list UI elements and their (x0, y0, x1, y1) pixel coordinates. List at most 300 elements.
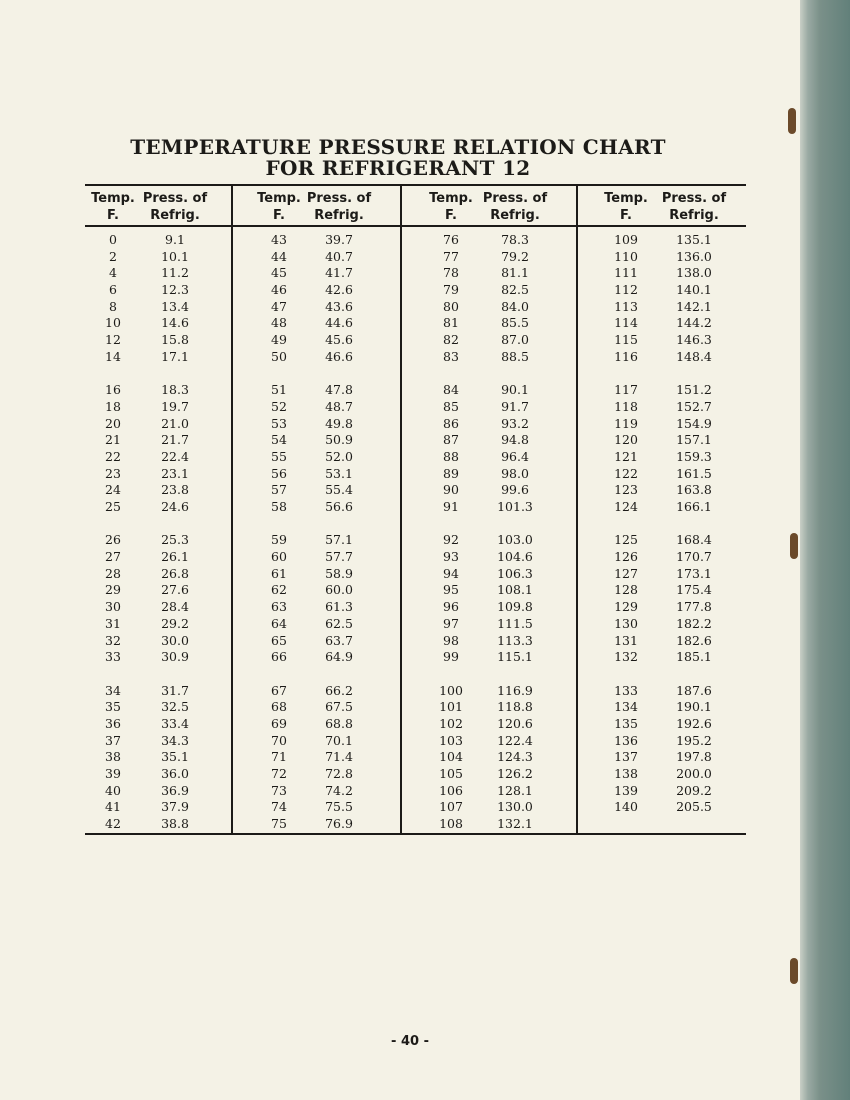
temp-value: 47 (271, 298, 287, 314)
row-spacer (88, 516, 138, 533)
temp-header-line: F. (445, 208, 457, 223)
temp-value: 18 (105, 398, 121, 414)
temp-value: 105 (439, 766, 463, 781)
temp-value: 36 (105, 715, 121, 731)
pressure-value: 23.8 (161, 482, 189, 498)
temp-value: 59 (271, 532, 287, 548)
temp-value: 46 (271, 282, 287, 298)
temp-column (254, 232, 304, 833)
row-spacer (145, 366, 205, 383)
pressure-value: 132.1 (497, 816, 533, 832)
pressure-value: 61.3 (325, 599, 353, 615)
temp-value: 101 (439, 699, 463, 715)
pressure-value: 91.7 (501, 398, 529, 414)
temp-column (88, 232, 138, 833)
temp-value: 24 (105, 482, 121, 498)
pressure-value: 46.6 (325, 348, 353, 364)
pressure-value: 13.4 (161, 298, 189, 314)
pressure-value: 33.4 (161, 715, 189, 731)
row-spacer (426, 516, 476, 533)
temp-value: 39 (105, 766, 121, 781)
pressure-value: 187.6 (676, 682, 712, 698)
temp-value: 62 (271, 582, 287, 598)
temp-value: 50 (271, 348, 287, 364)
temp-value: 66 (271, 649, 287, 665)
chart-subtitle: FOR REFRIGERANT 12 (265, 156, 531, 180)
temp-header-line: Temp. (429, 191, 473, 206)
pressure-value: 122.4 (497, 732, 533, 748)
pressure-value: 118.8 (497, 699, 533, 715)
temp-value: 120 (614, 432, 638, 448)
row-spacer (601, 366, 651, 383)
pressure-value: 29.2 (161, 615, 189, 631)
temp-value: 130 (614, 615, 638, 631)
pressure-value: 32.5 (161, 699, 189, 715)
pressure-value: 58.9 (325, 565, 353, 581)
temp-value: 90 (443, 482, 459, 498)
row-spacer (254, 366, 304, 383)
pressure-value: 106.3 (497, 565, 533, 581)
row-spacer (309, 366, 369, 383)
pressure-value: 170.7 (676, 549, 712, 565)
pressure-value: 113.3 (497, 632, 533, 648)
pressure-value: 163.8 (676, 482, 712, 498)
temp-value: 133 (614, 682, 638, 698)
pressure-header-line: Refrig. (669, 208, 719, 223)
temp-value: 115 (614, 332, 638, 348)
temp-value: 76 (443, 232, 459, 247)
temp-value: 75 (271, 816, 287, 832)
pressure-value: 116.9 (497, 682, 533, 698)
pressure-value: 81.1 (501, 265, 529, 281)
temp-value: 129 (614, 599, 638, 615)
temp-value: 106 (439, 782, 463, 798)
temp-value: 94 (443, 565, 459, 581)
temp-value: 80 (443, 298, 459, 314)
temp-column (601, 232, 651, 816)
pressure-header-line: Press. of (482, 191, 548, 206)
temp-value: 91 (443, 499, 459, 514)
temp-value: 68 (271, 699, 287, 715)
temp-value: 134 (614, 699, 638, 715)
row-spacer (664, 666, 724, 683)
table-bottom-rule (85, 833, 746, 835)
temp-value: 29 (105, 582, 121, 598)
temp-value: 108 (439, 816, 463, 832)
temp-value: 35 (105, 699, 121, 715)
binder-clip (790, 533, 798, 559)
pressure-value: 101.3 (497, 499, 533, 514)
temp-value: 98 (443, 632, 459, 648)
temp-value: 97 (443, 615, 459, 631)
temp-value: 121 (614, 448, 638, 464)
pressure-value: 63.7 (325, 632, 353, 648)
row-spacer (485, 366, 545, 383)
pressure-value: 21.0 (161, 415, 189, 431)
pressure-value: 36.9 (161, 782, 189, 798)
temp-value: 10 (105, 315, 121, 331)
pressure-value: 182.6 (676, 632, 712, 648)
temp-value: 38 (105, 749, 121, 765)
pressure-column-header (294, 190, 384, 224)
pressure-value: 90.1 (501, 382, 529, 398)
pressure-value: 27.6 (161, 582, 189, 598)
temp-value: 63 (271, 599, 287, 615)
temp-value: 69 (271, 715, 287, 731)
temp-value: 0 (109, 232, 117, 247)
temp-value: 102 (439, 715, 463, 731)
pressure-column-header (130, 190, 220, 224)
row-spacer (601, 666, 651, 683)
temp-value: 117 (614, 382, 638, 398)
temp-value: 25 (105, 499, 121, 514)
pressure-value: 23.1 (161, 465, 189, 481)
pressure-value: 130.0 (497, 799, 533, 815)
temp-value: 82 (443, 332, 459, 348)
temp-value: 89 (443, 465, 459, 481)
table-header-rule (85, 225, 746, 227)
temp-value: 110 (614, 248, 638, 264)
temp-value: 131 (614, 632, 638, 648)
temp-value: 100 (439, 682, 463, 698)
pressure-value: 66.2 (325, 682, 353, 698)
temp-value: 139 (614, 782, 638, 798)
pressure-value: 109.8 (497, 599, 533, 615)
row-spacer (309, 666, 369, 683)
pressure-value: 49.8 (325, 415, 353, 431)
pressure-value: 148.4 (676, 348, 712, 364)
temp-value: 34 (105, 682, 121, 698)
temp-value: 73 (271, 782, 287, 798)
pressure-value: 166.1 (676, 499, 712, 514)
temp-value: 32 (105, 632, 121, 648)
temp-value: 23 (105, 465, 121, 481)
temp-value: 54 (271, 432, 287, 448)
row-spacer (145, 666, 205, 683)
temp-value: 20 (105, 415, 121, 431)
row-spacer (485, 666, 545, 683)
temp-value: 4 (109, 265, 117, 281)
temp-value: 64 (271, 615, 287, 631)
temp-value: 56 (271, 465, 287, 481)
temp-value: 107 (439, 799, 463, 815)
pressure-value: 85.5 (501, 315, 529, 331)
temp-value: 103 (439, 732, 463, 748)
pressure-value: 209.2 (676, 782, 712, 798)
pressure-value: 84.0 (501, 298, 529, 314)
temp-value: 126 (614, 549, 638, 565)
pressure-header-line: Refrig. (314, 208, 364, 223)
pressure-value: 200.0 (676, 766, 712, 781)
pressure-value: 142.1 (676, 298, 712, 314)
temp-value: 104 (439, 749, 463, 765)
temp-column (426, 232, 476, 833)
pressure-value: 45.6 (325, 332, 353, 348)
temp-value: 96 (443, 599, 459, 615)
temp-value: 93 (443, 549, 459, 565)
temp-value: 49 (271, 332, 287, 348)
temp-value: 136 (614, 732, 638, 748)
pressure-value: 99.6 (501, 482, 529, 498)
row-spacer (664, 366, 724, 383)
pressure-column-header (470, 190, 560, 224)
temp-value: 109 (614, 232, 638, 247)
temp-value: 128 (614, 582, 638, 598)
pressure-value: 74.2 (325, 782, 353, 798)
pressure-value: 52.0 (325, 448, 353, 464)
pressure-value: 177.8 (676, 599, 712, 615)
temp-value: 77 (443, 248, 459, 264)
pressure-value: 152.7 (676, 398, 712, 414)
pressure-value: 18.3 (161, 382, 189, 398)
pressure-value: 43.6 (325, 298, 353, 314)
temp-value: 33 (105, 649, 121, 665)
pressure-value: 38.8 (161, 816, 189, 832)
pressure-value: 144.2 (676, 315, 712, 331)
pressure-value: 115.1 (497, 649, 533, 665)
pressure-value: 192.6 (676, 715, 712, 731)
pressure-value: 182.2 (676, 615, 712, 631)
pressure-value: 159.3 (676, 448, 712, 464)
column-divider (231, 184, 233, 835)
pressure-value: 154.9 (676, 415, 712, 431)
pressure-value: 19.7 (161, 398, 189, 414)
pressure-value: 146.3 (676, 332, 712, 348)
temp-value: 132 (614, 649, 638, 665)
pressure-value: 62.5 (325, 615, 353, 631)
temp-value: 55 (271, 448, 287, 464)
temp-value: 41 (105, 799, 121, 815)
temp-value: 123 (614, 482, 638, 498)
row-spacer (309, 516, 369, 533)
pressure-value: 205.5 (676, 799, 712, 815)
temp-value: 60 (271, 549, 287, 565)
binder-clip (790, 958, 798, 984)
pressure-value: 21.7 (161, 432, 189, 448)
pressure-value: 30.0 (161, 632, 189, 648)
pressure-value: 138.0 (676, 265, 712, 281)
temp-value: 127 (614, 565, 638, 581)
pressure-value: 103.0 (497, 532, 533, 548)
pressure-header-line: Press. of (306, 191, 372, 206)
pressure-value: 93.2 (501, 415, 529, 431)
table-top-rule (85, 184, 746, 186)
pressure-value: 68.8 (325, 715, 353, 731)
pressure-value: 44.6 (325, 315, 353, 331)
temp-value: 30 (105, 599, 121, 615)
temp-value: 22 (105, 448, 121, 464)
pressure-value: 50.9 (325, 432, 353, 448)
pressure-value: 135.1 (676, 232, 712, 247)
pressure-value: 37.9 (161, 799, 189, 815)
pressure-value: 124.3 (497, 749, 533, 765)
pressure-column (145, 232, 205, 833)
pressure-value: 96.4 (501, 448, 529, 464)
temp-value: 27 (105, 549, 121, 565)
temp-value: 26 (105, 532, 121, 548)
pressure-value: 173.1 (676, 565, 712, 581)
temp-value: 52 (271, 398, 287, 414)
pressure-value: 12.3 (161, 282, 189, 298)
pressure-value: 94.8 (501, 432, 529, 448)
pressure-value: 88.5 (501, 348, 529, 364)
temp-value: 28 (105, 565, 121, 581)
temp-header-line: F. (273, 208, 285, 223)
temp-value: 112 (614, 282, 638, 298)
binder-clip (788, 108, 796, 134)
pressure-column (309, 232, 369, 833)
pressure-value: 28.4 (161, 599, 189, 615)
pressure-value: 15.8 (161, 332, 189, 348)
pressure-value: 78.3 (501, 232, 529, 247)
pressure-value: 39.7 (325, 232, 353, 247)
temp-value: 40 (105, 782, 121, 798)
pressure-value: 104.6 (497, 549, 533, 565)
temp-value: 57 (271, 482, 287, 498)
temp-value: 113 (614, 298, 638, 314)
column-divider (400, 184, 402, 835)
temp-value: 61 (271, 565, 287, 581)
pressure-value: 25.3 (161, 532, 189, 548)
temp-value: 85 (443, 398, 459, 414)
pressure-value: 197.8 (676, 749, 712, 765)
pressure-value: 75.5 (325, 799, 353, 815)
temp-value: 71 (271, 749, 287, 765)
pressure-value: 87.0 (501, 332, 529, 348)
temp-value: 111 (614, 265, 638, 281)
row-spacer (664, 516, 724, 533)
pressure-value: 53.1 (325, 465, 353, 481)
temp-value: 51 (271, 382, 287, 398)
pressure-value: 9.1 (165, 232, 185, 247)
pressure-value: 76.9 (325, 816, 353, 832)
temp-value: 86 (443, 415, 459, 431)
temp-value: 53 (271, 415, 287, 431)
pressure-header-line: Refrig. (150, 208, 200, 223)
temp-value: 99 (443, 649, 459, 665)
temp-value: 65 (271, 632, 287, 648)
temp-value: 42 (105, 816, 121, 832)
temp-value: 31 (105, 615, 121, 631)
pressure-value: 56.6 (325, 499, 353, 514)
pressure-column (664, 232, 724, 816)
pressure-value: 120.6 (497, 715, 533, 731)
temp-value: 70 (271, 732, 287, 748)
temp-value: 137 (614, 749, 638, 765)
pressure-value: 57.1 (325, 532, 353, 548)
temp-value: 16 (105, 382, 121, 398)
temp-value: 122 (614, 465, 638, 481)
pressure-value: 79.2 (501, 248, 529, 264)
pressure-value: 30.9 (161, 649, 189, 665)
temp-value: 67 (271, 682, 287, 698)
temp-value: 95 (443, 582, 459, 598)
pressure-header-line: Refrig. (490, 208, 540, 223)
pressure-value: 60.0 (325, 582, 353, 598)
pressure-value: 82.5 (501, 282, 529, 298)
pressure-value: 40.7 (325, 248, 353, 264)
temp-value: 114 (614, 315, 638, 331)
pressure-value: 190.1 (676, 699, 712, 715)
temp-header-line: Temp. (91, 191, 135, 206)
row-spacer (426, 666, 476, 683)
temp-value: 84 (443, 382, 459, 398)
temp-value: 43 (271, 232, 287, 247)
temp-value: 88 (443, 448, 459, 464)
temp-value: 74 (271, 799, 287, 815)
pressure-value: 195.2 (676, 732, 712, 748)
pressure-value: 64.9 (325, 649, 353, 665)
temp-value: 45 (271, 265, 287, 281)
temp-value: 125 (614, 532, 638, 548)
row-spacer (145, 516, 205, 533)
column-divider (576, 184, 578, 835)
temp-value: 124 (614, 499, 638, 514)
temp-header-line: Temp. (604, 191, 648, 206)
pressure-value: 17.1 (161, 348, 189, 364)
pressure-value: 31.7 (161, 682, 189, 698)
pressure-value: 126.2 (497, 766, 533, 781)
pressure-value: 55.4 (325, 482, 353, 498)
temp-value: 138 (614, 766, 638, 781)
temp-value: 12 (105, 332, 121, 348)
temp-header-line: F. (107, 208, 119, 223)
pressure-value: 151.2 (676, 382, 712, 398)
pressure-header-line: Press. of (661, 191, 727, 206)
pressure-value: 98.0 (501, 465, 529, 481)
temp-value: 6 (109, 282, 117, 298)
pressure-value: 26.8 (161, 565, 189, 581)
row-spacer (88, 366, 138, 383)
pressure-value: 108.1 (497, 582, 533, 598)
temp-value: 118 (614, 398, 638, 414)
chart-title: TEMPERATURE PRESSURE RELATION CHART (130, 135, 666, 159)
pressure-value: 157.1 (676, 432, 712, 448)
temp-value: 78 (443, 265, 459, 281)
temp-header-line: F. (620, 208, 632, 223)
pressure-value: 11.2 (161, 265, 189, 281)
pressure-column (485, 232, 545, 833)
temp-value: 14 (105, 348, 121, 364)
pressure-header-line: Press. of (142, 191, 208, 206)
pressure-value: 48.7 (325, 398, 353, 414)
pressure-value: 24.6 (161, 499, 189, 514)
temp-value: 21 (105, 432, 121, 448)
row-spacer (426, 366, 476, 383)
page-number: - 40 - (391, 1034, 429, 1049)
temp-value: 83 (443, 348, 459, 364)
pressure-value: 67.5 (325, 699, 353, 715)
pressure-value: 128.1 (497, 782, 533, 798)
pressure-value: 111.5 (497, 615, 533, 631)
temp-value: 140 (614, 799, 638, 815)
pressure-value: 47.8 (325, 382, 353, 398)
temp-value: 79 (443, 282, 459, 298)
pressure-value: 161.5 (676, 465, 712, 481)
temp-value: 92 (443, 532, 459, 548)
temp-value: 119 (614, 415, 638, 431)
page-edge (800, 0, 850, 1100)
pressure-value: 10.1 (161, 248, 189, 264)
pressure-value: 26.1 (161, 549, 189, 565)
row-spacer (601, 516, 651, 533)
pressure-value: 36.0 (161, 766, 189, 781)
temp-value: 116 (614, 348, 638, 364)
pressure-value: 168.4 (676, 532, 712, 548)
pressure-value: 41.7 (325, 265, 353, 281)
pressure-value: 42.6 (325, 282, 353, 298)
pressure-value: 71.4 (325, 749, 353, 765)
